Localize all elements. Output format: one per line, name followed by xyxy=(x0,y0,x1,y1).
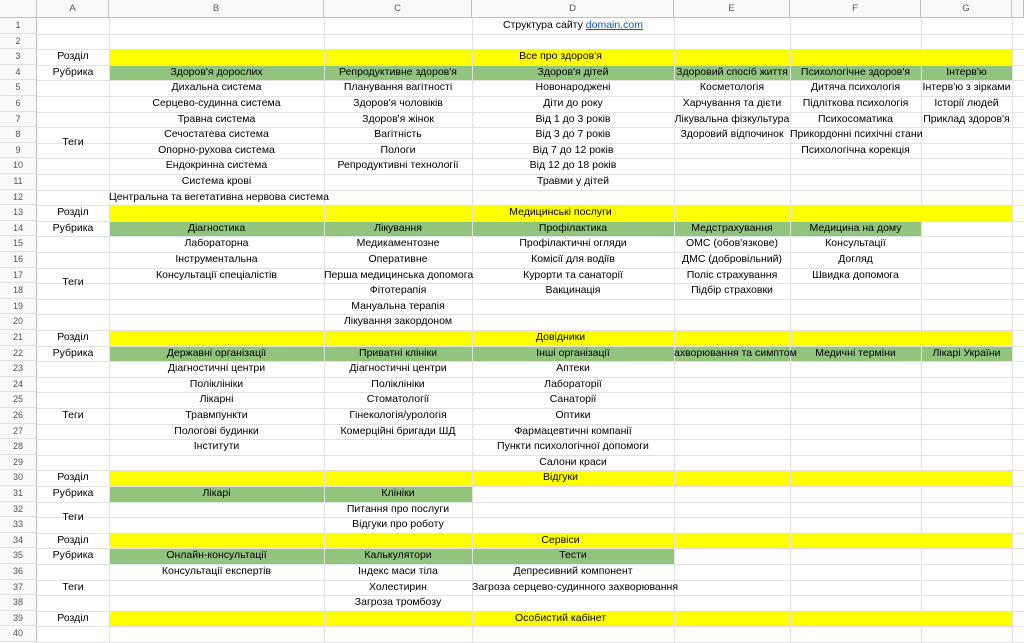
row-header[interactable]: 12 xyxy=(0,190,37,206)
row-header[interactable]: 37 xyxy=(0,580,37,596)
row-header[interactable]: 35 xyxy=(0,548,37,564)
tag-cell[interactable]: Інтерв'ю з зірками xyxy=(922,81,1011,94)
rubric-cell[interactable]: Державні організації xyxy=(166,346,267,359)
row-header[interactable]: 25 xyxy=(0,392,37,408)
rubric-cell[interactable]: Інші організації xyxy=(536,346,610,359)
tag-cell[interactable]: Медикаментозне xyxy=(356,237,440,250)
row-header[interactable]: 36 xyxy=(0,564,37,580)
tag-cell[interactable]: Діти до року xyxy=(543,97,603,109)
rubric-cell[interactable]: Психологічне здоров'я xyxy=(800,65,911,78)
tag-cell[interactable]: Загроза тромбозу xyxy=(354,596,442,609)
tag-cell[interactable]: Діагностичні центри xyxy=(167,362,266,375)
section-title[interactable]: Особистий кабінет xyxy=(514,611,607,624)
row-header[interactable]: 29 xyxy=(0,455,37,471)
tag-cell[interactable]: Травми у дітей xyxy=(537,175,609,187)
row-header[interactable]: 23 xyxy=(0,361,37,377)
tag-cell[interactable]: Ендокринна система xyxy=(165,159,268,172)
row-header[interactable]: 16 xyxy=(0,252,37,268)
tag-cell[interactable]: Від 1 до 3 років xyxy=(535,112,611,125)
row-header[interactable]: 14 xyxy=(0,221,37,237)
tag-cell[interactable]: Консультації експертів xyxy=(161,565,272,577)
rubric-cell[interactable]: Репродуктивне здоров'я xyxy=(339,65,457,78)
tag-cell[interactable]: Санаторії xyxy=(549,393,597,406)
tag-cell[interactable]: Загроза серцево-судинного захворювання xyxy=(472,580,679,593)
column-header-extra[interactable] xyxy=(1012,0,1024,18)
rubric-label[interactable]: Рубрика xyxy=(52,65,94,78)
row-header[interactable]: 39 xyxy=(0,611,37,627)
tag-cell[interactable]: Психологічна корекція xyxy=(801,143,910,156)
row-header[interactable]: 8 xyxy=(0,127,37,143)
tag-cell[interactable]: Аптеки xyxy=(556,362,590,375)
tag-cell[interactable]: Питання про послуги xyxy=(346,502,450,515)
tag-cell[interactable]: Історії людей xyxy=(934,97,999,109)
rubric-cell[interactable]: Калькулятори xyxy=(364,549,432,562)
row-header[interactable]: 33 xyxy=(0,517,37,533)
row-gridline xyxy=(37,595,1024,596)
tag-cell[interactable]: Лікування закордоном xyxy=(343,315,453,328)
tag-cell[interactable]: Інструментальна xyxy=(175,253,258,265)
tag-cell[interactable]: Пологи xyxy=(380,143,416,156)
row-gridline xyxy=(37,314,1024,315)
tag-cell[interactable]: Відгуки про роботу xyxy=(352,518,444,531)
tags-label: Теги xyxy=(62,276,84,289)
row-header[interactable]: 26 xyxy=(0,408,37,424)
tag-cell[interactable]: Швидка допомога xyxy=(812,268,899,281)
row-header[interactable]: 30 xyxy=(0,470,37,486)
tags-label: Теги xyxy=(62,581,84,593)
tag-cell[interactable]: Оптики xyxy=(555,409,591,421)
tag-cell[interactable]: Від 3 до 7 років xyxy=(535,128,611,141)
tag-cell[interactable]: Опорно-рухова система xyxy=(158,143,275,156)
rubric-cell[interactable]: Медицина на дому xyxy=(809,221,902,234)
rubric-cell[interactable]: Лікарі України xyxy=(932,346,1001,359)
tag-cell[interactable]: Травна система xyxy=(177,112,256,125)
section-label[interactable]: Розділ xyxy=(57,611,89,624)
tag-cell[interactable]: Лабораторії xyxy=(544,377,602,390)
row-header[interactable]: 40 xyxy=(0,626,37,642)
tag-cell[interactable]: Від 12 до 18 років xyxy=(529,159,617,172)
tag-cell[interactable]: Поліс страхування xyxy=(686,268,778,281)
tag-cell[interactable]: Від 7 до 12 років xyxy=(532,143,614,156)
section-title[interactable]: Довідники xyxy=(535,331,586,343)
rubric-cell[interactable]: Здоров'я дорослих xyxy=(170,65,263,78)
section-label[interactable]: Розділ xyxy=(57,206,89,219)
tag-cell[interactable]: Перша медицинська допомога xyxy=(324,268,474,281)
row-header[interactable]: 10 xyxy=(0,158,37,174)
rubric-label[interactable]: Рубрика xyxy=(52,346,94,359)
row-header[interactable]: 11 xyxy=(0,174,37,190)
section-label[interactable]: Розділ xyxy=(57,471,89,484)
tag-cell[interactable]: Гінекологія/урологія xyxy=(349,409,447,421)
tag-cell[interactable]: Індекс маси тіла xyxy=(358,565,438,577)
tags-label: Теги xyxy=(62,409,84,422)
tags-label: Теги xyxy=(62,510,84,523)
tag-cell[interactable]: Психосоматика xyxy=(817,112,893,125)
tag-cell[interactable]: Лікарні xyxy=(199,393,234,406)
section-label[interactable]: Розділ xyxy=(57,331,89,343)
tag-cell[interactable]: Комерційні бригади ШД xyxy=(340,424,456,437)
row-header[interactable]: 9 xyxy=(0,143,37,159)
tag-cell[interactable]: Лікувальна фізкультура xyxy=(674,112,790,125)
tag-cell[interactable]: Здоров'я чоловіків xyxy=(353,97,443,109)
tag-cell[interactable]: Косметологія xyxy=(699,81,765,94)
rubric-label[interactable]: Рубрика xyxy=(52,221,94,234)
rubric-label[interactable]: Рубрика xyxy=(52,549,94,562)
rubric-cell[interactable]: Приватні клініки xyxy=(359,346,437,359)
row-header[interactable]: 1 xyxy=(0,18,37,34)
tag-cell[interactable]: Прикордонні психічні стани xyxy=(790,128,923,141)
tag-cell[interactable]: Лабораторна xyxy=(184,237,249,250)
row-header[interactable]: 28 xyxy=(0,439,37,455)
row-header[interactable]: 20 xyxy=(0,314,37,330)
row-gridline xyxy=(37,34,1024,35)
rubric-cell[interactable]: ахворювання та симптом xyxy=(674,346,797,359)
tags-label: Теги xyxy=(62,136,84,149)
tag-cell[interactable]: Планування вагітності xyxy=(343,81,453,94)
column-header-e[interactable]: E xyxy=(674,0,790,18)
sheet-title xyxy=(472,18,674,34)
tag-cell[interactable]: Новонароджені xyxy=(535,81,611,94)
tag-cell[interactable]: Підліткова психологія xyxy=(802,97,909,109)
tag-cell[interactable]: Сечостатева система xyxy=(164,128,269,141)
tag-cell[interactable]: Приклад здоров'я xyxy=(923,112,1010,125)
row-header[interactable]: 5 xyxy=(0,80,37,96)
column-header-b[interactable]: B xyxy=(109,0,324,18)
row-header[interactable]: 7 xyxy=(0,112,37,128)
column-header-a[interactable]: A xyxy=(37,0,109,18)
sheet-title-text: Структура сайту xyxy=(503,19,586,31)
row-header[interactable]: 27 xyxy=(0,424,37,440)
rubric-label[interactable]: Рубрика xyxy=(52,487,94,499)
column-header-d[interactable]: D xyxy=(472,0,674,18)
rubric-cell[interactable]: Здоров'я дітей xyxy=(537,65,609,78)
tag-cell[interactable]: Профілактичні огляди xyxy=(519,237,627,250)
rubric-cell[interactable]: Медстрахування xyxy=(691,221,773,234)
row-header[interactable]: 4 xyxy=(0,65,37,81)
rubric-cell[interactable]: Тести xyxy=(559,549,587,562)
row-header[interactable]: 34 xyxy=(0,533,37,549)
row-gridline xyxy=(37,299,1024,300)
row-gridline xyxy=(37,502,1024,503)
tag-cell[interactable]: Консультації xyxy=(825,237,886,250)
row-header[interactable]: 15 xyxy=(0,236,37,252)
row-header[interactable]: 2 xyxy=(0,34,37,50)
rubric-cell[interactable]: Діагностика xyxy=(187,221,246,234)
column-header-g[interactable]: G xyxy=(921,0,1012,18)
tag-cell[interactable]: Вакцинація xyxy=(545,284,601,297)
row-header[interactable]: 32 xyxy=(0,502,37,518)
row-header[interactable]: 22 xyxy=(0,346,37,362)
column-header-f[interactable]: F xyxy=(790,0,921,18)
section-label[interactable]: Розділ xyxy=(57,50,89,63)
section-title[interactable]: Сервіси xyxy=(541,533,580,546)
section-title[interactable]: Відгуки xyxy=(542,471,578,484)
row-header[interactable]: 19 xyxy=(0,299,37,315)
row-header[interactable]: 21 xyxy=(0,330,37,346)
tag-cell[interactable]: Курорти та санаторії xyxy=(523,268,623,281)
tag-cell[interactable]: Вагітність xyxy=(374,128,422,141)
tag-cell[interactable]: ОМС (обов'язкове) xyxy=(685,237,779,250)
row-gridline xyxy=(37,517,1024,518)
tag-cell[interactable]: Дитяча психологія xyxy=(810,81,901,94)
row-header[interactable]: 3 xyxy=(0,49,37,65)
tag-cell[interactable]: Догляд xyxy=(838,253,873,265)
row-header[interactable]: 38 xyxy=(0,595,37,611)
row-header[interactable]: 13 xyxy=(0,205,37,221)
section-title[interactable]: Все про здоров'я xyxy=(519,50,602,63)
tag-cell[interactable]: Мануальна терапія xyxy=(351,299,445,312)
tag-cell[interactable]: Репродуктивні технології xyxy=(337,159,459,172)
tag-cell[interactable]: Діагностичні центри xyxy=(349,362,447,375)
tag-cell[interactable]: Консультації спеціалістів xyxy=(156,268,277,281)
row-header[interactable]: 6 xyxy=(0,96,37,112)
rubric-cell[interactable]: Профілактика xyxy=(538,221,608,234)
tag-cell[interactable]: Оперативне xyxy=(368,253,428,265)
section-title[interactable]: Медицинські послуги xyxy=(509,206,612,219)
tag-cell[interactable]: Салони краси xyxy=(539,455,607,468)
tag-cell[interactable]: Здоровий відпочинок xyxy=(680,128,784,141)
rubric-cell[interactable]: Лікарі xyxy=(202,487,231,499)
tag-cell[interactable]: Система крові xyxy=(181,175,252,187)
row-gridline xyxy=(37,626,1024,627)
tag-cell[interactable]: Стоматології xyxy=(366,393,430,406)
tag-cell[interactable]: Харчування та дієти xyxy=(682,97,782,109)
row-header[interactable]: 17 xyxy=(0,268,37,284)
tag-cell[interactable]: Фітотерапія xyxy=(369,284,427,297)
tag-cell[interactable]: ДМС (добровільний) xyxy=(681,253,783,265)
tag-cell[interactable]: Поліклініки xyxy=(189,377,244,390)
domain-link[interactable]: domain.com xyxy=(585,19,643,31)
tag-cell[interactable]: Серцево-судинна система xyxy=(152,97,281,109)
tag-cell[interactable]: Пункти психологічної допомоги xyxy=(497,440,649,453)
row-header[interactable]: 24 xyxy=(0,377,37,393)
tag-cell[interactable]: Травмпункти xyxy=(185,409,248,421)
tag-cell[interactable]: Пологові будинки xyxy=(174,424,259,437)
tag-cell[interactable]: Поліклініки xyxy=(371,377,425,390)
rubric-cell[interactable]: Здоровий спосіб життя xyxy=(676,65,788,78)
select-all-corner[interactable] xyxy=(0,0,37,18)
tag-cell[interactable]: Холестирин xyxy=(369,580,427,593)
row-header[interactable]: 31 xyxy=(0,486,37,502)
column-header-c[interactable]: C xyxy=(324,0,472,18)
tag-cell[interactable]: Фармацевтичні компанії xyxy=(514,424,632,437)
tag-cell[interactable]: Комісії для водіїв xyxy=(531,253,615,265)
tag-cell[interactable]: Депресивний компонент xyxy=(513,565,633,577)
tag-cell[interactable]: Підбір страховки xyxy=(691,284,773,297)
tag-cell[interactable]: Дихальна система xyxy=(171,81,262,94)
tag-cell[interactable]: Інститути xyxy=(193,440,240,453)
tag-cell[interactable]: Здоров'я жінок xyxy=(362,112,434,125)
rubric-cell[interactable]: Онлайн-консультації xyxy=(166,549,267,562)
rubric-cell[interactable]: Клініки xyxy=(381,487,415,499)
rubric-cell[interactable]: Інтерв'ю xyxy=(946,65,987,78)
rubric-cell[interactable]: Лікування xyxy=(374,221,422,234)
column-gridline xyxy=(1012,18,1013,642)
row-header[interactable]: 18 xyxy=(0,283,37,299)
rubric-cell[interactable]: Медичні терміни xyxy=(815,346,896,359)
section-label[interactable]: Розділ xyxy=(57,533,89,546)
tag-cell[interactable]: Центральна та вегетативна нервова система xyxy=(109,190,329,203)
